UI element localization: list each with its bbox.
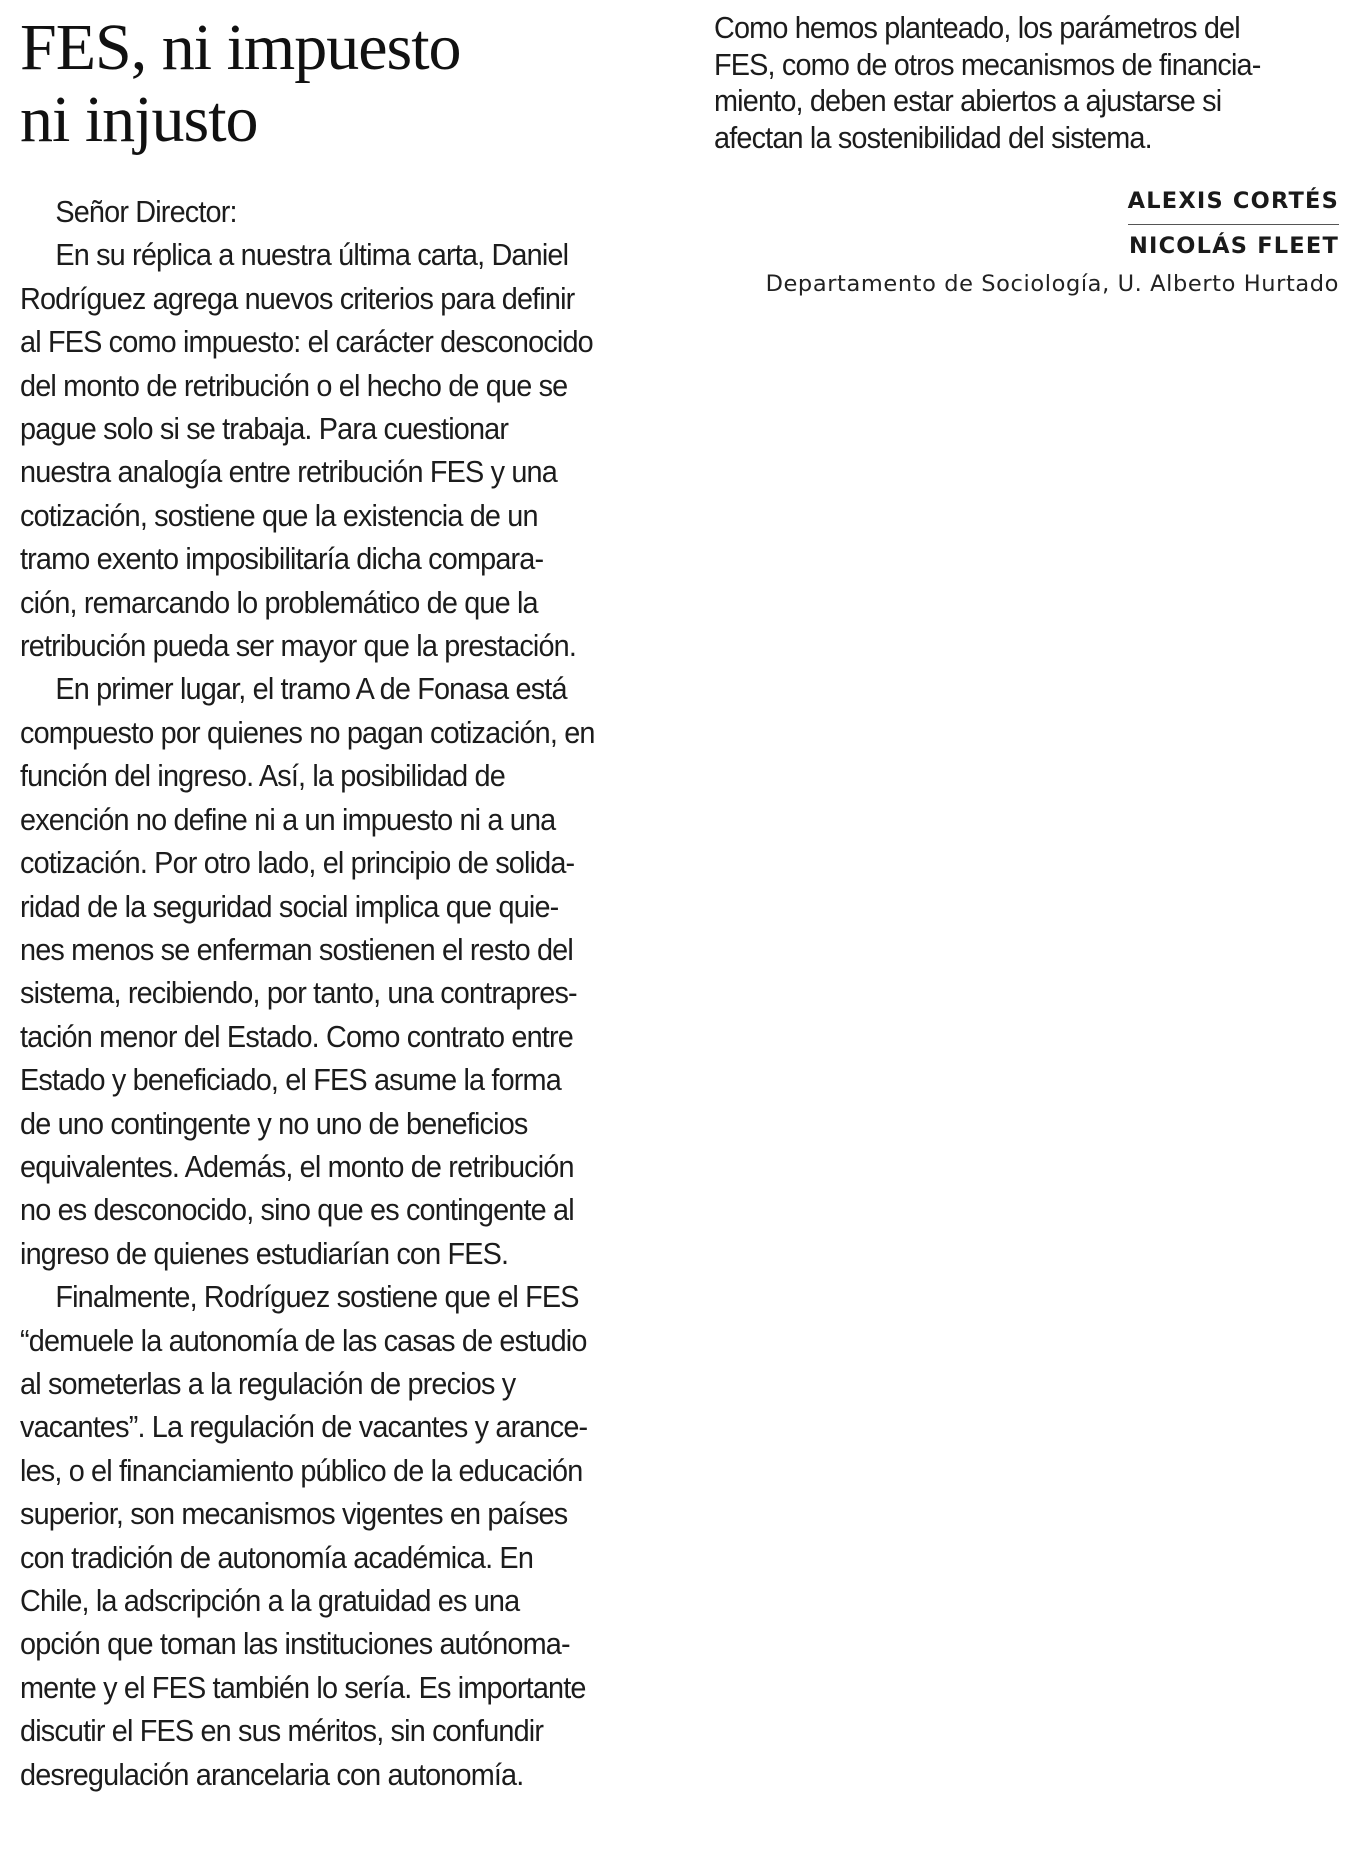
body-line: Finalmente, Rodríguez sostiene que el FES (55, 1279, 579, 1315)
body-line: equivalentes. Además, el monto de retribución (20, 1148, 574, 1184)
body-line: “demuele la autonomía de las casas de estudio (20, 1322, 587, 1358)
body-line: superior, son mecanismos vigentes en países (20, 1496, 568, 1532)
body-line: En su réplica a nuestra última carta, Daniel (55, 237, 569, 273)
signature-author-1: ALEXIS CORTÉS (1128, 186, 1339, 225)
body-line: de uno contingente y no uno de beneficios (20, 1105, 528, 1141)
letter-signatures (766, 186, 1339, 299)
body-line: cotización, sostiene que la existencia de un (20, 497, 538, 533)
body-line: exención no define ni a un impuesto ni a una (20, 801, 556, 837)
salutation: Señor Director: (55, 194, 237, 229)
body-line: les, o el financiamiento público de la educación (20, 1452, 583, 1488)
headline-line-2: ni injusto (20, 83, 258, 156)
body-line: tación menor del Estado. Como contrato entre (20, 1018, 573, 1054)
body-line: del monto de retribución o el hecho de que se (20, 367, 568, 403)
body-line: mente y el FES también lo sería. Es importante (20, 1669, 586, 1705)
body-line: ridad de la seguridad social implica que quie- (20, 888, 559, 924)
body-line: compuesto por quienes no pagan cotización, en (20, 714, 595, 750)
closing-line: FES, como de otros mecanismos de financia- (714, 46, 1261, 82)
body-line: nuestra analogía entre retribución FES y una (20, 454, 557, 490)
body-line: ingreso de quienes estudiarían con FES. (20, 1235, 509, 1271)
body-line: nes menos se enferman sostienen el resto del (20, 931, 573, 967)
body-line: ción, remarcando lo problemático de que la (20, 584, 538, 620)
body-line: al FES como impuesto: el carácter desconocido (20, 324, 593, 360)
body-line: función del ingreso. Así, la posibilidad de (20, 758, 505, 794)
closing-line: Como hemos planteado, los parámetros del (714, 10, 1240, 45)
body-line: Estado y beneficiado, el FES asume la forma (20, 1062, 561, 1098)
headline-line-1: FES, ni impuesto (20, 11, 461, 84)
body-line: vacantes”. La regulación de vacantes y arance- (20, 1409, 588, 1445)
body-line: no es desconocido, sino que es contingente al (20, 1192, 574, 1228)
closing-line: miento, deben estar abiertos a ajustarse si (714, 83, 1222, 118)
body-line: En primer lugar, el tramo A de Fonasa está (55, 671, 567, 707)
letter-right-column (714, 10, 1339, 156)
letter-left-column (20, 0, 645, 1796)
body-line: Chile, la adscripción a la gratuidad es una (20, 1583, 520, 1618)
body-line: al someterlas a la regulación de precios y (20, 1365, 516, 1401)
body-line: discutir el FES en sus méritos, sin confundir (20, 1713, 544, 1749)
signature-affiliation: Departamento de Sociología, U. Alberto Hurtado (765, 271, 1339, 297)
body-line: sistema, recibiendo, por tanto, una contrapres- (20, 975, 577, 1011)
letter-body (20, 190, 645, 1796)
body-line: desregulación arancelaria con autonomía. (20, 1756, 524, 1792)
body-line: tramo exento imposibilitaría dicha compara- (20, 541, 544, 577)
letter-closing-paragraph (714, 10, 1339, 156)
body-line: opción que toman las instituciones autónoma- (20, 1626, 570, 1662)
closing-line: afectan la sostenibilidad del sistema. (714, 119, 1152, 155)
body-line: pague solo si se trabaja. Para cuestionar (20, 411, 509, 447)
body-line: retribución pueda ser mayor que la prestación. (20, 628, 577, 664)
letter-headline (20, 12, 645, 156)
signature-author-2: NICOLÁS FLEET (1128, 233, 1339, 259)
body-line: Rodríguez agrega nuevos criterios para definir (20, 280, 575, 316)
body-line: cotización. Por otro lado, el principio de solida- (20, 845, 575, 881)
body-line: con tradición de autonomía académica. En (20, 1539, 534, 1575)
